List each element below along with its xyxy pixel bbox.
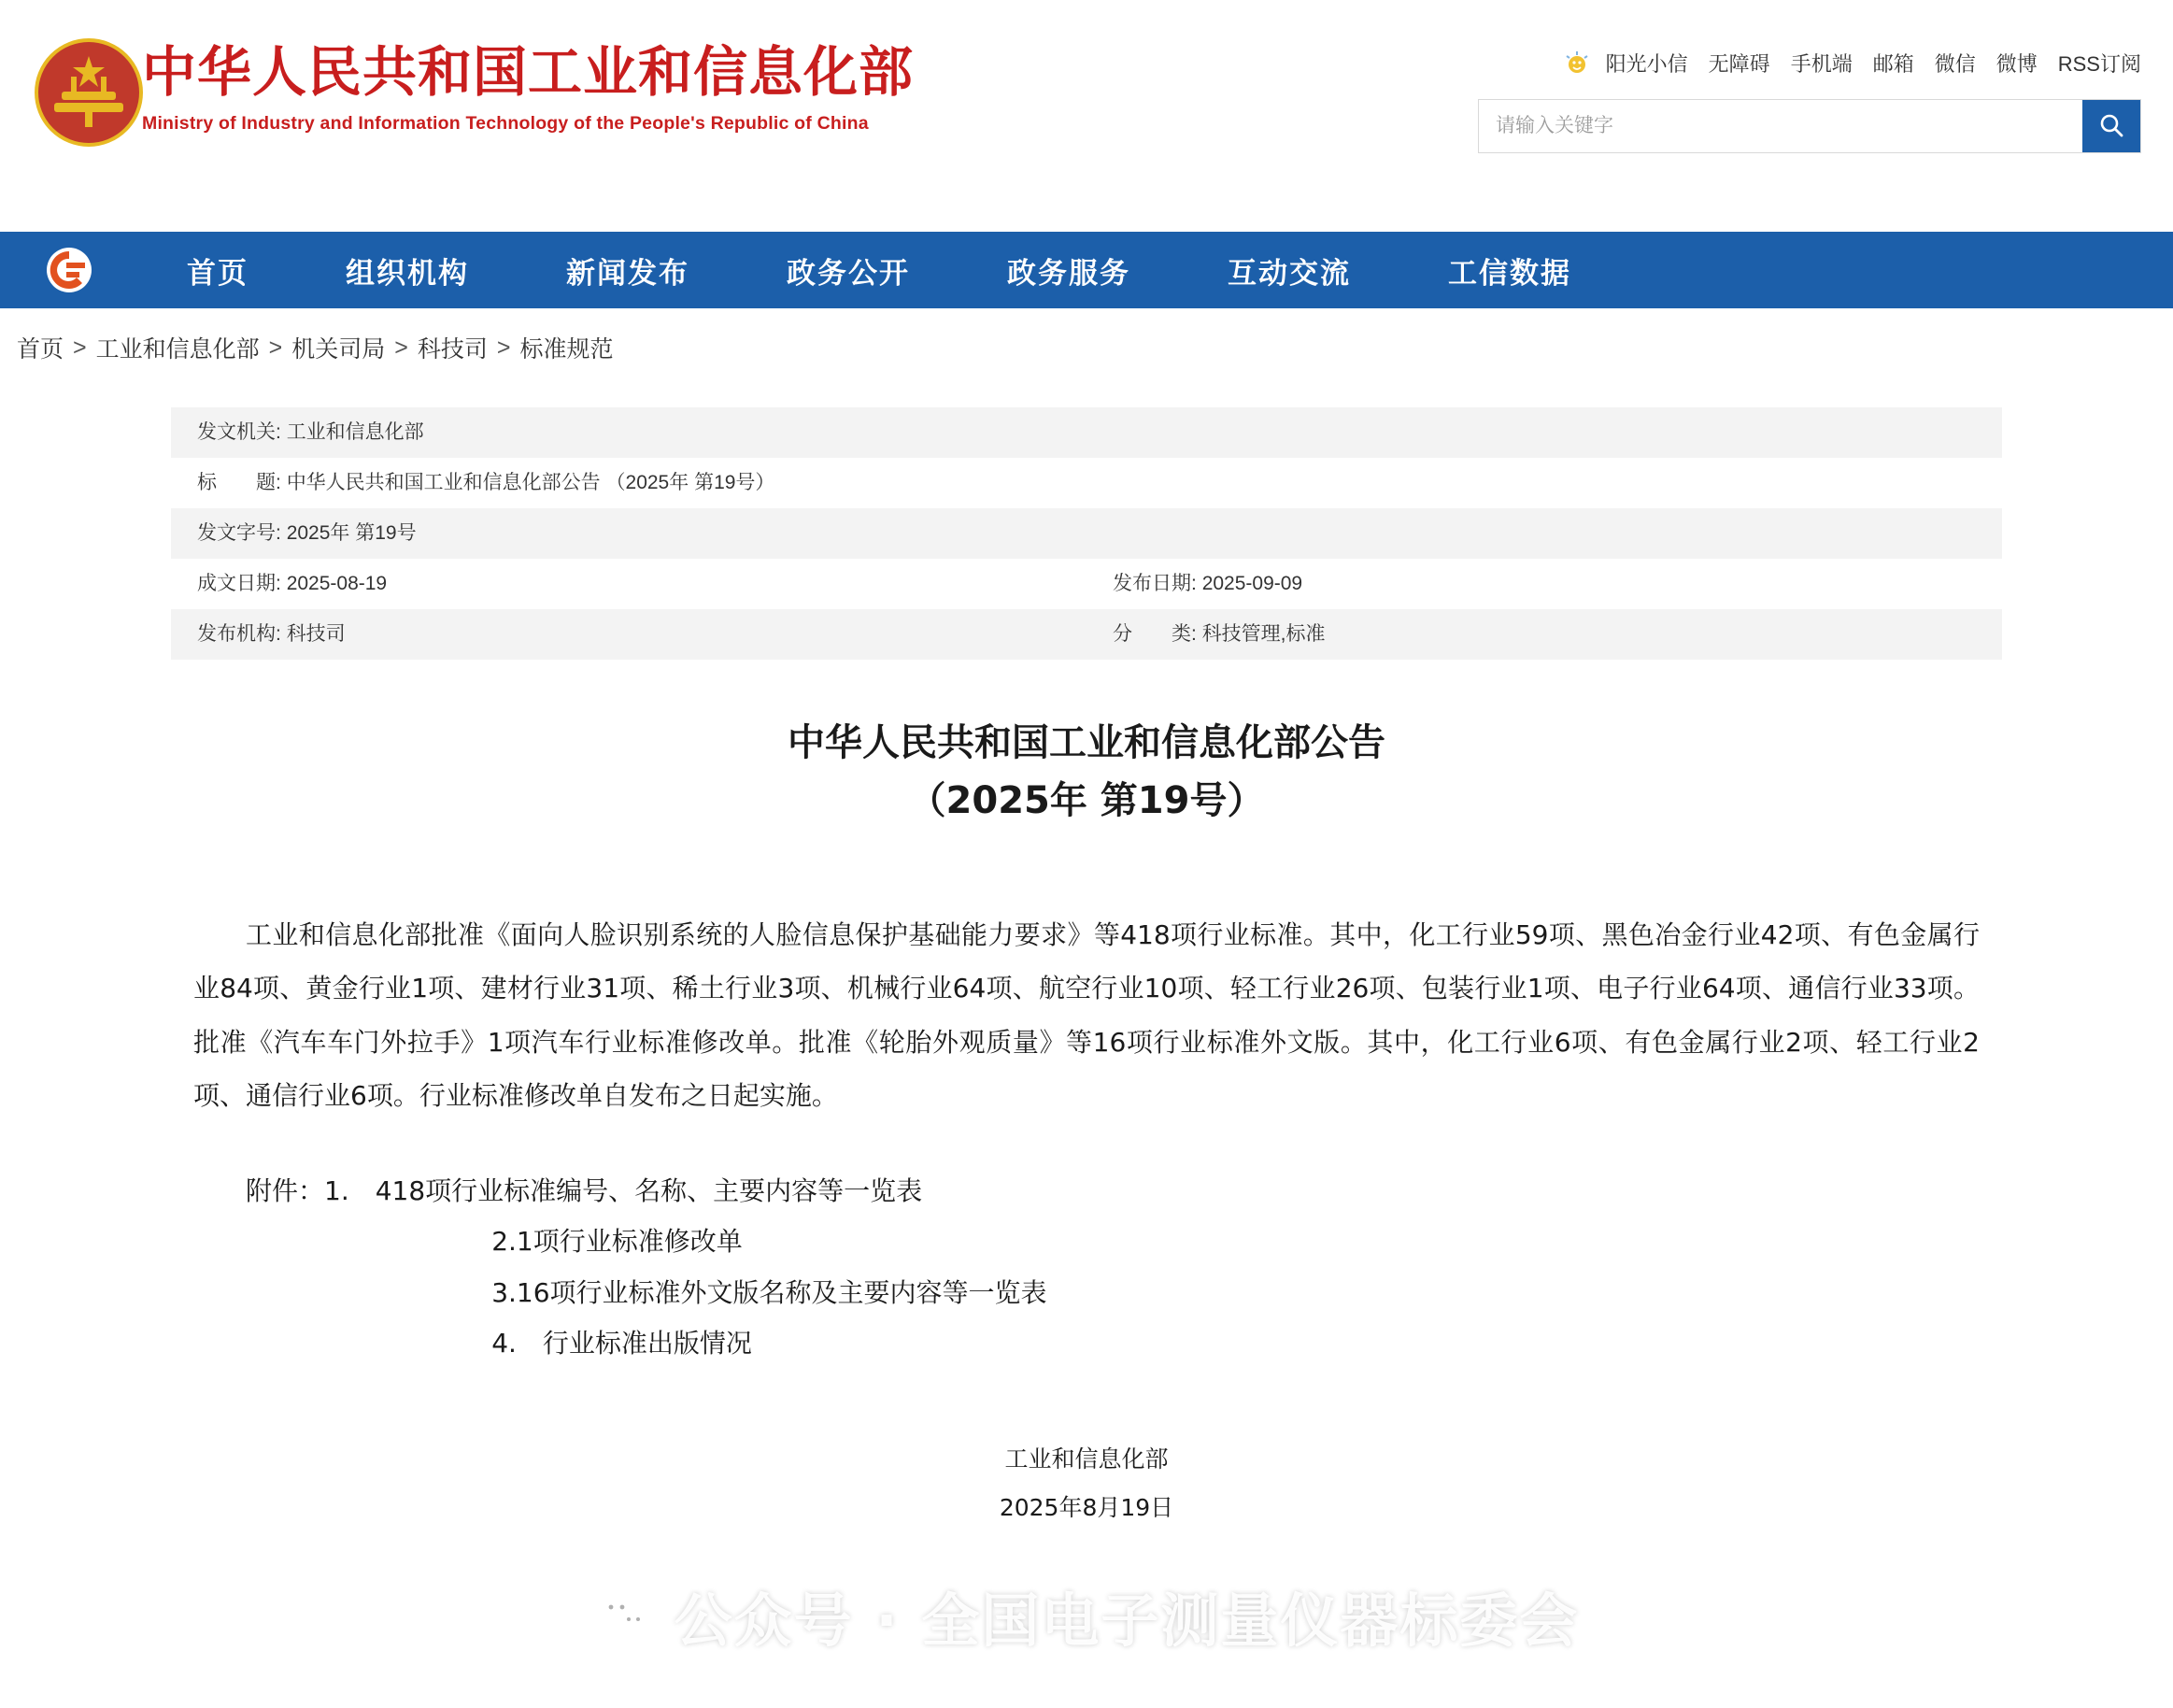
breadcrumb-item-departments[interactable]: 机关司局 [291, 336, 386, 363]
meta-label: 发文字号: [197, 522, 281, 545]
site-title-en: Ministry of Industry and Information Technology of the People's Republic of China [142, 112, 869, 134]
document-metadata-table [171, 407, 2002, 660]
nav-item-data[interactable]: 工信数据 [1448, 256, 1571, 290]
search-input[interactable] [1479, 100, 2082, 152]
meta-label: 成文日期: [197, 573, 281, 595]
page-title [171, 714, 2002, 830]
meta-value: 2025-08-19 [286, 573, 388, 595]
site-header [0, 0, 2173, 232]
meta-value: 中华人民共和国工业和信息化部公告 （2025年 第19号） [286, 472, 775, 494]
wechat-icon [594, 1591, 652, 1642]
main-navigation [0, 232, 2173, 308]
national-emblem-icon [34, 37, 144, 148]
breadcrumb-separator: > [496, 334, 511, 361]
meta-cell-document-number [171, 508, 2002, 559]
table-row [171, 609, 2002, 660]
body-paragraph: 工业和信息化部批准《面向人脸识别系统的人脸信息保护基础能力要求》等418项行业标准。其中，化工行业59项、黑色冶金行业42项、有色金属行业84项、黄金行业1项、建材行业31项、稀土行业3项、机械行业64项、航空行业10项、轻工行业26项、包装行业1项、电子行业64项、通信行业33项。批准《汽车车门外拉手》1项汽车行业标准修改单。批准《轮胎外观质量》等16项行业标准外文版。其中，化工行业6项、有色金属行业2项、轻工行业2项、通信行业6项。行业标准修改单自发布之日起实施。 [193, 919, 1980, 1112]
document-signature [171, 1435, 2002, 1533]
page-title-line2: （2025年 第19号） [908, 779, 1265, 822]
watermark [0, 1574, 2173, 1658]
breadcrumb-item-home[interactable]: 首页 [17, 336, 64, 363]
document-body [171, 908, 2002, 1123]
top-link-mobile[interactable]: 手机端 [1790, 52, 1853, 76]
attachment-item-2[interactable]: 2.1项行业标准修改单 [491, 1226, 743, 1258]
page-title-line1: 中华人民共和国工业和信息化部公告 [788, 721, 1385, 764]
signature-organization: 工业和信息化部 [1004, 1445, 1169, 1473]
meta-cell-issuing-agency [171, 407, 2002, 458]
attachment-item-1-label: 1. 418项行业标准编号、名称、主要内容等一览表 [324, 1174, 923, 1206]
table-row [171, 458, 2002, 508]
miit-logo-icon[interactable] [0, 242, 138, 298]
top-link-wechat[interactable]: 微信 [1934, 52, 1976, 76]
meta-cell-publish-date [1086, 559, 2002, 609]
table-row [171, 508, 2002, 559]
meta-label: 分 类: [1113, 623, 1197, 646]
document-content [171, 381, 2002, 1533]
meta-value: 2025年 第19号 [286, 522, 417, 545]
meta-value: 科技司 [286, 623, 346, 646]
nav-item-gov-disclosure[interactable]: 政务公开 [787, 256, 910, 290]
breadcrumb-item-ministry[interactable]: 工业和信息化部 [95, 336, 260, 363]
breadcrumb-separator: > [268, 334, 283, 361]
site-title-cn: 中华人民共和国工业和信息化部 [142, 40, 915, 104]
attachments-label: 附件： [246, 1174, 325, 1206]
attachment-item-3[interactable]: 3.16项行业标准外文版名称及主要内容等一览表 [491, 1276, 1047, 1308]
attachment-item-4[interactable]: 4. 行业标准出版情况 [491, 1328, 752, 1359]
meta-label: 发文机关: [197, 421, 281, 444]
nav-item-organization[interactable]: 组织机构 [346, 256, 469, 290]
meta-label: 发布日期: [1113, 573, 1197, 595]
top-link-mail[interactable]: 邮箱 [1872, 52, 1914, 76]
meta-cell-completion-date [171, 559, 1086, 609]
meta-label: 发布机构: [197, 623, 281, 646]
breadcrumb-item-standards[interactable]: 标准规范 [519, 336, 614, 363]
meta-value: 科技管理,标准 [1201, 623, 1326, 646]
nav-item-news[interactable]: 新闻发布 [566, 256, 689, 290]
search-button[interactable] [2082, 100, 2140, 152]
attachment-item-1[interactable] [193, 1166, 1980, 1217]
breadcrumb-item-science-tech[interactable]: 科技司 [417, 336, 488, 363]
nav-item-home[interactable]: 首页 [187, 256, 249, 290]
top-link-accessibility[interactable]: 无障碍 [1708, 52, 1770, 76]
search-box [1478, 99, 2141, 153]
watermark-text: 公众号 · 全国电子测量仪器标委会 [674, 1587, 1580, 1655]
table-row [171, 407, 2002, 458]
meta-cell-category [1086, 609, 2002, 660]
breadcrumb-separator: > [73, 334, 87, 361]
sunshine-icon [1563, 50, 1591, 78]
top-link-rss[interactable]: RSS订阅 [2057, 52, 2141, 76]
meta-value: 2025-09-09 [1201, 573, 1303, 595]
top-link-weibo[interactable]: 微博 [1995, 52, 2038, 76]
search-icon [2097, 111, 2125, 142]
breadcrumb-separator: > [394, 334, 408, 361]
signature-date: 2025年8月19日 [999, 1494, 1174, 1522]
meta-label: 标 题: [197, 472, 281, 494]
attachment-list [171, 1166, 2002, 1370]
meta-cell-title [171, 458, 2002, 508]
meta-value: 工业和信息化部 [286, 421, 424, 444]
table-row [171, 559, 2002, 609]
top-utility-links [1563, 49, 2141, 78]
top-link-sunshine[interactable]: 阳光小信 [1605, 52, 1688, 76]
site-logo[interactable] [142, 41, 1076, 135]
breadcrumb [0, 308, 2173, 381]
nav-item-gov-services[interactable]: 政务服务 [1007, 256, 1130, 290]
meta-cell-publisher [171, 609, 1086, 660]
nav-item-interaction[interactable]: 互动交流 [1228, 256, 1351, 290]
